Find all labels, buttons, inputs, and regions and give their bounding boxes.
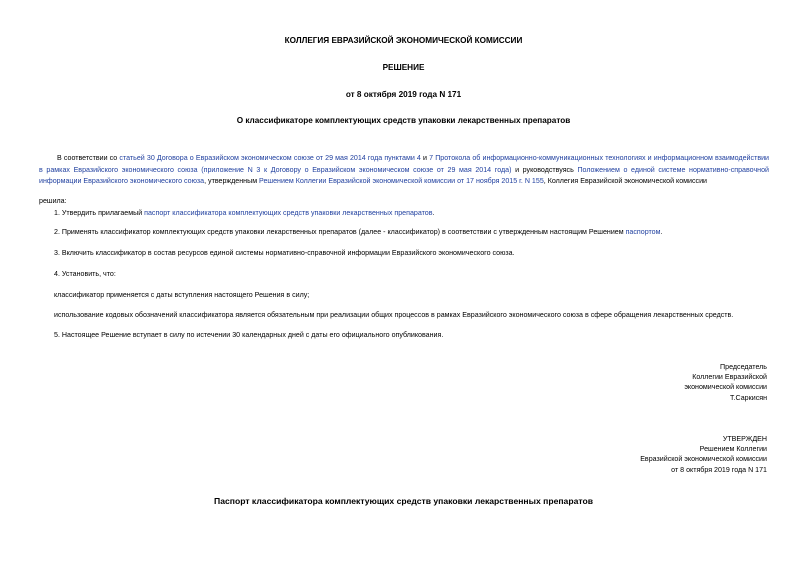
link-decision-155[interactable]: Решением Коллегии Евразийской экономической комиссии от 17 ноября 2015 г. N 155 — [259, 177, 544, 185]
signature-line-1: Председатель — [720, 363, 767, 371]
link-passport-2[interactable]: паспортом — [625, 228, 661, 236]
item-4a: классификатор применяется с даты вступления настоящего Решения в силу; — [54, 291, 310, 299]
preamble-text-1: В соответствии со — [57, 154, 120, 162]
signature-line-3: экономической комиссии — [684, 383, 767, 392]
link-protocol[interactable]: 7 Протокола об информационно-коммуникационных технологиях и информационном взаимодействии в рамках Евразийского экономического союза (приложение N 3 к Договору о Евразийском экономическом союзе от 29 мая 2014 года) — [39, 154, 770, 174]
approval-line-1: УТВЕРЖДЕН — [722, 435, 767, 443]
date-heading: от 8 октября 2019 года N 171 — [345, 90, 462, 99]
item-1-end: . — [432, 209, 435, 217]
link-passport[interactable]: паспорт классификатора комплектующих средств упаковки лекарственных препаратов — [144, 209, 433, 217]
link-article-30[interactable]: статьей 30 Договора о Евразийском экономическом союзе от 29 мая 2014 года — [119, 154, 383, 162]
signature-block — [684, 362, 767, 403]
preamble-paragraph — [39, 153, 769, 188]
item-4: 4. Установить, что: — [54, 270, 116, 278]
decided-label: решила: — [39, 197, 67, 205]
approval-line-2: Решением Коллегии — [699, 445, 767, 454]
signature-name: Т.Саркисян — [730, 393, 767, 402]
preamble-text-4: и руководствуясь — [511, 165, 578, 174]
approval-block — [640, 434, 767, 475]
link-point-4[interactable]: пунктами 4 — [384, 154, 421, 162]
item-2-text: 2. Применять классификатор комплектующих средств упаковки лекарственных препаратов (далее - классификатор) в соответствии с утвержденным настоящим Решением — [54, 228, 626, 236]
page-title: О классификаторе комплектующих средств упаковки лекарственных препаратов — [236, 116, 571, 125]
item-5: 5. Настоящее Решение вступает в силу по истечении 30 календарных дней с даты его официального опубликования. — [54, 331, 444, 339]
item-1-text: 1. Утвердить прилагаемый — [54, 209, 145, 217]
item-4b: использование кодовых обозначений классификатора является обязательным при реализации общих процессов в рамках Евразийского экономического союза в сфере обращения лекарственных средств. — [54, 311, 734, 319]
item-1 — [54, 209, 435, 217]
preamble-text-6: , Коллегия Евразийской экономической комиссии — [543, 177, 707, 185]
approval-line-3: Евразийской экономической комиссии — [640, 455, 767, 464]
approval-line-4: от 8 октября 2019 года N 171 — [671, 465, 767, 474]
doc-type-heading: РЕШЕНИЕ — [382, 63, 425, 72]
item-2 — [54, 228, 662, 236]
item-2-end: . — [660, 228, 663, 236]
signature-line-2: Коллегии Евразийской — [692, 373, 767, 382]
link-regulation[interactable]: Положением о единой системе нормативно-справочной информации Евразийского экономического союза — [39, 165, 769, 185]
org-heading: КОЛЛЕГИЯ ЕВРАЗИЙСКОЙ ЭКОНОМИЧЕСКОЙ КОМИССИИ — [284, 36, 523, 45]
preamble-text-3: и — [420, 154, 430, 162]
passport-title: Паспорт классификатора комплектующих средств упаковки лекарственных препаратов — [214, 496, 593, 506]
item-3: 3. Включить классификатор в состав ресурсов единой системы нормативно-справочной информации Евразийского экономического союза. — [54, 249, 515, 257]
preamble-text-5: , утвержденным — [204, 177, 260, 185]
